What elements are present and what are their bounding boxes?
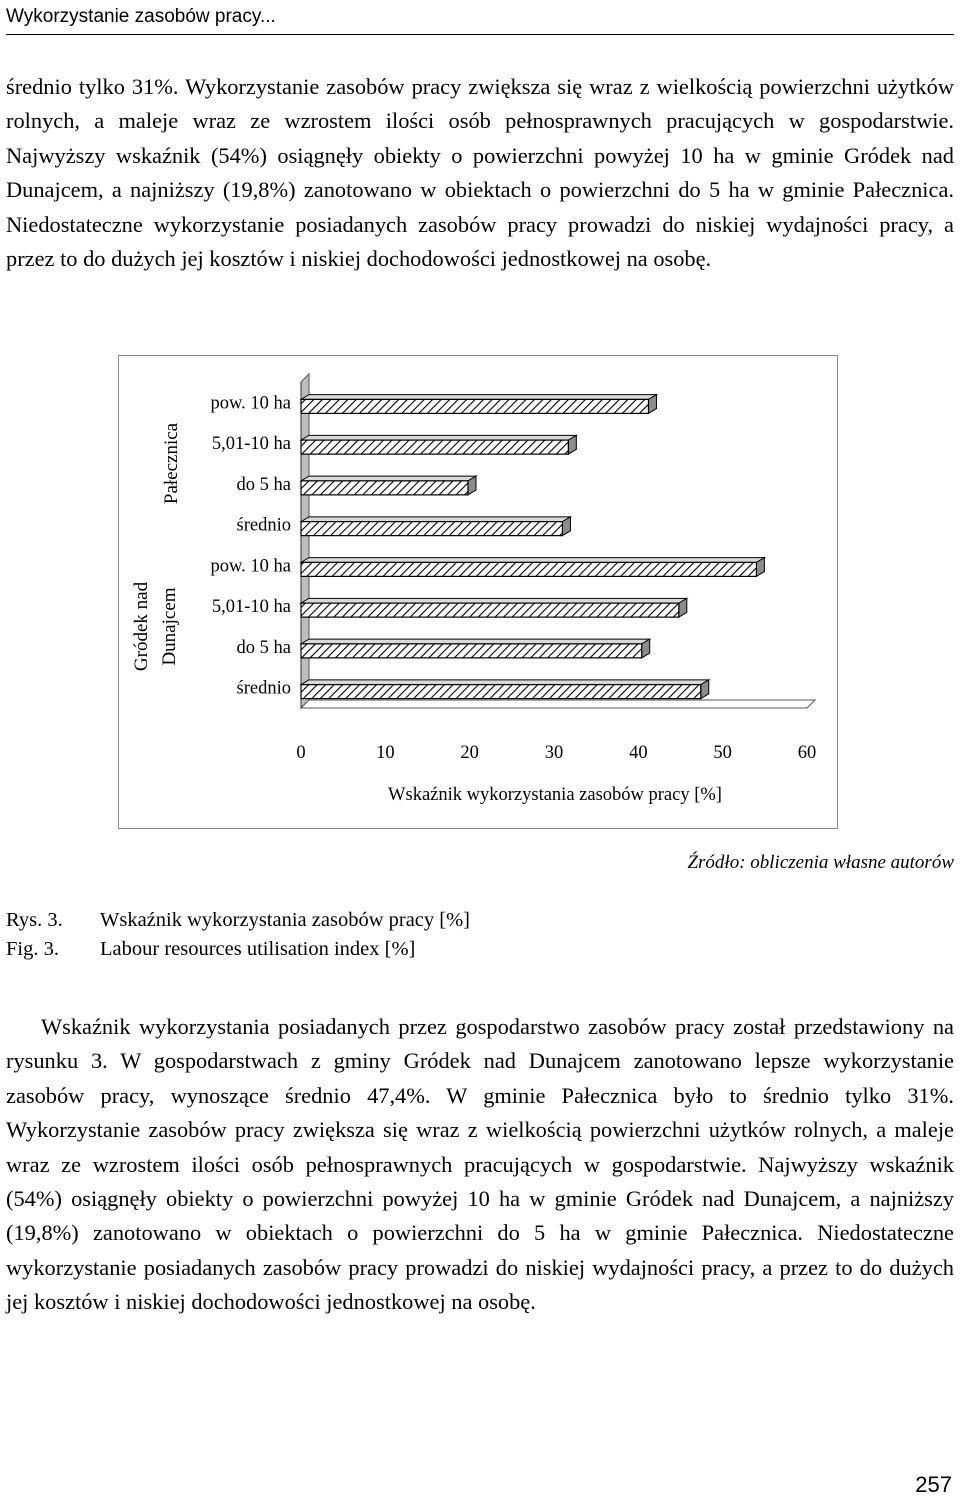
bar xyxy=(301,399,648,413)
group-label: Pałecznica xyxy=(161,422,182,505)
paragraph-top: średnio tylko 31%. Wykorzystanie zasobów pracy zwiększa się wraz z wielkością powierzchni użytków rolnych, a maleje wraz ze wzrostem ilości osób pełnosprawnych pracujących w gospodarstwie. Najwyższy wskaźnik (54%) osiągnęły obiekty o powierzchni powyżej 10 ha w gminie Gródek nad Dunajcem, a najniższy (19,8%) zanotowano w obiektach o powierzchni do 5 ha w gminie Pałecznica. Niedostateczne wykorzystanie posiadanych zasobów pracy prowadzi do niskiej wydajności pracy, a przez to do dużych jej kosztów i niskiej dochodowości jednostkowej na osobę. xyxy=(6,74,954,272)
bar-top-face xyxy=(301,680,709,685)
bar-top-face xyxy=(301,476,476,481)
caption-en xyxy=(6,934,415,964)
x-tick-label: 40 xyxy=(629,743,648,763)
x-tick-label: 20 xyxy=(460,743,479,763)
bar-top-face xyxy=(301,639,650,644)
bar xyxy=(301,603,679,617)
caption-en-label: Fig. 3. xyxy=(6,938,59,960)
category-label: średnio xyxy=(236,678,291,699)
x-tick-label: 50 xyxy=(713,743,732,763)
caption-en-text: Labour resources utilisation index [%] xyxy=(100,938,416,960)
bar-chart xyxy=(119,356,839,830)
category-label: pow. 10 ha xyxy=(210,393,291,414)
bar-top-face xyxy=(301,598,687,603)
running-header xyxy=(6,4,954,35)
x-tick-label: 0 xyxy=(296,743,306,763)
category-label: do 5 ha xyxy=(236,474,291,495)
caption-pl-label: Rys. 3. xyxy=(6,909,63,931)
x-tick-label: 10 xyxy=(376,743,395,763)
category-label: pow. 10 ha xyxy=(210,556,291,577)
figure-source: Źródło: obliczenia własne autorów xyxy=(687,852,954,873)
paragraph-bottom: Wskaźnik wykorzystania posiadanych przez gospodarstwo zasobów pracy został przedstawiony na rysunku 3. W gospodarstwach z gminy Gródek nad Dunajcem zanotowano lepsze wykorzystanie zasobów pracy, wynoszące średnio 47,4%. W gminie Pałecznica było to średnio tylko 31%. Wykorzystanie zasobów pracy zwiększa się wraz z wielkością powierzchni użytków rolnych, a maleje wraz ze wzrostem ilości osób pełnosprawnych pracujących w gospodarstwie. Najwyższy wskaźnik (54%) osiągnęły obiekty o powierzchni powyżej 10 ha w gminie Gródek nad Dunajcem, a najniższy (19,8%) zanotowano w obiektach o powierzchni do 5 ha w gminie Pałecznica. Niedostateczne wykorzystanie posiadanych zasobów pracy prowadzi do niskiej wydajności pracy, a przez to do dużych jej kosztów i niskiej dochodowości jednostkowej na osobę. xyxy=(6,1014,954,1315)
axis-floor xyxy=(301,700,815,708)
x-axis-title: Wskaźnik wykorzystania zasobów pracy [%] xyxy=(388,785,722,805)
group-label: Gródek nad xyxy=(131,581,152,672)
bar-top-face xyxy=(301,395,656,400)
bar xyxy=(301,481,468,495)
bar xyxy=(301,522,562,536)
bar-top-face xyxy=(301,517,570,522)
bar-top-face xyxy=(301,435,576,440)
category-label: średnio xyxy=(236,515,291,536)
running-title: Wykorzystanie zasobów pracy... xyxy=(6,6,276,27)
category-label: 5,01-10 ha xyxy=(211,597,291,618)
bar-top-face xyxy=(301,558,764,563)
bar xyxy=(301,685,701,699)
bar xyxy=(301,440,568,454)
group-label: Dunajcem xyxy=(159,587,180,666)
x-tick-label: 60 xyxy=(797,743,817,763)
bar xyxy=(301,562,756,576)
category-label: 5,01-10 ha xyxy=(211,434,291,455)
chart-frame xyxy=(118,355,838,829)
caption-pl xyxy=(6,905,470,935)
page-number: 257 xyxy=(915,1472,952,1497)
category-label: do 5 ha xyxy=(236,637,291,658)
caption-pl-text: Wskaźnik wykorzystania zasobów pracy [%] xyxy=(100,909,471,931)
x-tick-label: 30 xyxy=(544,743,564,763)
bar xyxy=(301,644,642,658)
